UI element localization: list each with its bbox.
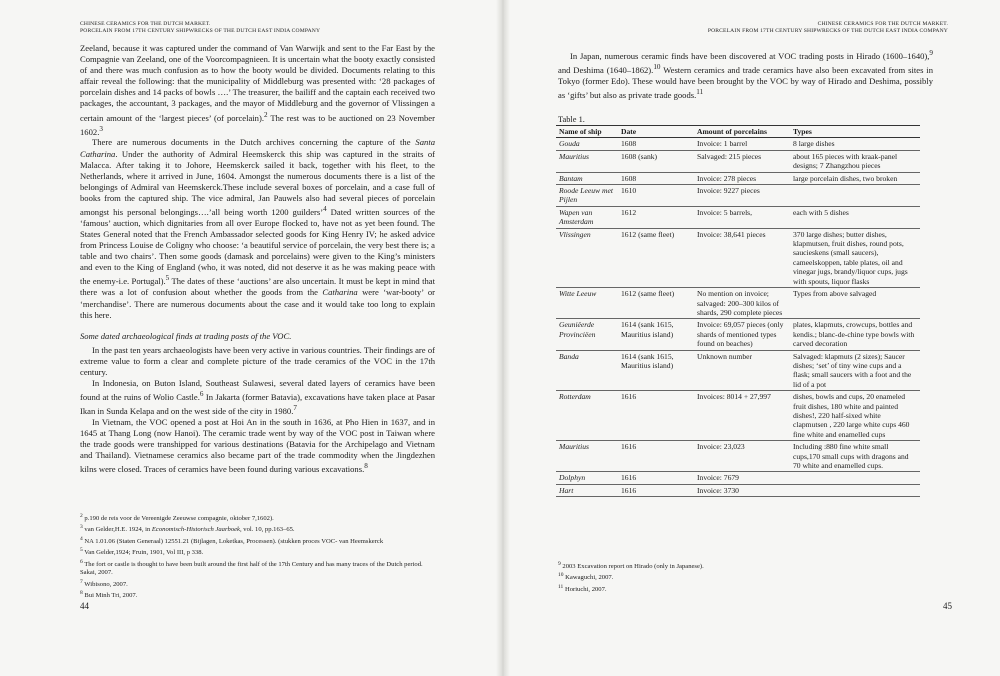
footnote-mark: 10 bbox=[558, 572, 564, 579]
types-cell: about 165 pieces with kraak-panel designs; 7 Zhangzhou pieces bbox=[790, 150, 920, 172]
footnote bbox=[80, 535, 430, 546]
footnote-text: Kawaguchi, 2007. bbox=[565, 574, 614, 582]
footnote-text: van Gelder,H.E. 1924, in bbox=[84, 526, 152, 534]
ship-name-cell: Bantam bbox=[556, 172, 618, 184]
footnote bbox=[80, 578, 430, 589]
footnote-text: p.190 de reis voor de Vereenigde Zeeuwse compagnie, oktober 7,1602). bbox=[84, 515, 274, 523]
types-cell: large porcelain dishes, two broken bbox=[790, 172, 920, 184]
footnote-ref: 4 bbox=[323, 205, 327, 214]
date-cell: 1612 bbox=[618, 206, 694, 228]
running-head-left bbox=[80, 21, 320, 35]
ship-name-cell: Hart bbox=[556, 484, 618, 496]
text-run: Zeeland, because it was captured under the command of Van Warwijk and sent to the Far East by the Compagnie van Zeeland, one of the Voorcompagnieen. It is uncertain what the booty exactly consisted of and there was much confusion as to how the booty would be divided. Documents relating to this affair reveal the following: that the municipality of Middleburg was presented with: ‘28 packages of porcelain dishes and 14 packs of bowls ….’ The treasurer, the bailiff and the captain each received two packages, the accountant, 3 packages, and the mayor of Middleburg and the governor of Vlissingen a certain amount of the ‘largest pieces’ (of porcelain). bbox=[80, 43, 435, 123]
date-cell: 1608 bbox=[618, 138, 694, 150]
column-header: Amount of porcelains bbox=[694, 126, 790, 138]
ship-name-cell: Gouda bbox=[556, 138, 618, 150]
types-cell bbox=[790, 185, 920, 207]
date-cell: 1616 bbox=[618, 391, 694, 441]
table-caption: Table 1. bbox=[558, 115, 585, 124]
amount-cell: Invoice: 23,023 bbox=[694, 441, 790, 472]
table-row bbox=[556, 172, 920, 184]
amount-cell: Invoice: 1 barrel bbox=[694, 138, 790, 150]
footnote bbox=[558, 560, 918, 571]
footnote-text: The fort or castle is thought to have been built around the first half of the 17th Century and has many traces of the Dutch period. Sakai, 2007. bbox=[80, 561, 423, 577]
page-number-left: 44 bbox=[80, 601, 89, 611]
table-header-row bbox=[556, 126, 920, 138]
footnotes-right bbox=[558, 560, 918, 594]
footnote bbox=[80, 546, 430, 557]
footnote-mark: 2 bbox=[80, 513, 83, 519]
table-row bbox=[556, 319, 920, 350]
paragraph: In the past ten years archaeologists have been very active in various countries. Their findings are of extreme value to form a clear and complete picture of the trade ceramics of the VOC in the 17th century. bbox=[80, 344, 435, 377]
body-text-right bbox=[558, 48, 933, 101]
amount-cell: Salvaged: 215 pieces bbox=[694, 150, 790, 172]
paragraph bbox=[80, 417, 435, 475]
text-run: In Vietnam, the VOC opened a post at Hoi An in the south in 1636, at Pho Hien in 1637, and in 1645 at Thang Long (now Hanoi). The ceramic trade went by way of the VOC post in Taiwan where the trade goods were transhipped for various destinations (Batavia for the Archipelago and Vietnam and Thailand). Vietnamese ceramics also became part of the trade commodity when the Jingdezhen kilns were closed. Traces of ceramics have been found during various excavations. bbox=[80, 417, 435, 475]
amount-cell: No mention on invoice; salvaged: 200–300 kilos of shards, 290 complete pieces bbox=[694, 288, 790, 319]
types-cell: each with 5 dishes bbox=[790, 206, 920, 228]
paragraph bbox=[80, 378, 435, 417]
footnote-text: , vol. 10, pp.163–65. bbox=[240, 526, 295, 534]
footnote-text: Wibisono, 2007. bbox=[84, 580, 128, 588]
ship-name-cell: Mauritius bbox=[556, 150, 618, 172]
date-cell: 1608 bbox=[618, 172, 694, 184]
right-page bbox=[510, 0, 1000, 676]
footnote bbox=[80, 512, 430, 523]
types-cell: dishes, bowls and cups, 20 enameled fruit dishes, 180 white and painted dishes!, 220 half-sixed white clapmutsen , 220 large white cups 460 fine white and enamelled cups bbox=[790, 391, 920, 441]
text-run: There are numerous documents in the Dutch archives concerning the capture of the bbox=[92, 137, 416, 148]
page-number-right: 45 bbox=[943, 601, 952, 611]
date-cell: 1616 bbox=[618, 484, 694, 496]
text-run: Dated written sources of the ‘famous’ auction, which dignitaries from all over Europe flocked to, have not as yet been found. The States General noted that the French Ambassador selected goods for King Henry IV; he asked advice from Princess Louise de Coligny who choose: ‘a beautiful service of porcelain, the very best there is; a table and two chairs’. Then some goods (damask and porcelains) were given to the King’s ministers and even to the King of England (who, it was noted, did not deserve it as he was making peace with the enemy-i.e. Portugal). bbox=[80, 206, 435, 287]
paragraph bbox=[80, 137, 435, 320]
footnote-title: Economisch-Historisch Jaarboek bbox=[151, 526, 240, 534]
text-run: were ‘war-booty’ or ‘merchandise’. There are numerous documents about the case and it would take too long to explain this here. bbox=[80, 287, 435, 320]
types-cell: Including :880 fine white small cups,170 small cups with dragons and 70 white and enamelled cups. bbox=[790, 441, 920, 472]
section-heading: Some dated archaeological finds at trading posts of the VOC. bbox=[80, 330, 292, 341]
column-header: Types bbox=[790, 126, 920, 138]
footnote-mark: 11 bbox=[558, 583, 564, 590]
footnote-ref: 10 bbox=[653, 62, 661, 71]
ship-name-cell: Rotterdam bbox=[556, 391, 618, 441]
table-row bbox=[556, 350, 920, 391]
date-cell: 1610 bbox=[618, 185, 694, 207]
footnote-ref: 9 bbox=[929, 49, 933, 57]
types-cell: 370 large dishes; butter dishes, klapmutsen, fruit dishes, round pots, saucieskens (small saucers), cameelskoppen, table plates, oil and vinegar jugs, brandy/liquor cups, jugs with spouts, liquor flasks bbox=[790, 228, 920, 287]
running-head-line-2: PORCELAIN FROM 17TH CENTURY SHIPWRECKS OF THE DUTCH EAST INDIA COMPANY bbox=[80, 28, 321, 34]
date-cell: 1614 (sank 1615, Mauritius island) bbox=[618, 319, 694, 350]
ship-name-cell: Dolphyn bbox=[556, 472, 618, 484]
table-row bbox=[556, 484, 920, 496]
column-header: Date bbox=[618, 126, 694, 138]
ship-name: Catharina bbox=[322, 287, 358, 298]
amount-cell: Invoice: 3730 bbox=[694, 484, 790, 496]
text-run: In Jakarta (former Batavia), excavations have taken place at Pasar Ikan in Sunda Kelapa and on the west side of the city in 1980. bbox=[80, 392, 435, 416]
book-gutter bbox=[496, 0, 510, 676]
paragraph bbox=[80, 43, 435, 137]
types-cell: Salvaged: klapmuts (2 sizes); Saucer dishes; ‘set’ of tiny wine cups and a flask; small saucers with a foot and the lid of a pot bbox=[790, 350, 920, 391]
footnote bbox=[80, 558, 430, 578]
table-row bbox=[556, 185, 920, 207]
ship-name-cell: Mauritius bbox=[556, 441, 618, 472]
ship-name-cell: Geuniëerde Provinciëen bbox=[556, 319, 618, 350]
ship-name: Santa Catharina bbox=[80, 137, 435, 159]
text-run: . Under the authority of Admiral Heemskerck this ship was captured in the straits of Malacca. After taking it to Johore, Heemskerck sailed it back, together with his fleet, to the Netherlands, where it arrived in June, 1604. Amongst the numerous documents there is a list of the belongings of Admiral van Heemskerck.These include several boxes of porcelain, and a case full of books from the captured ship. The vice admiral, Jan Pauwels also had several pieces of porcelain amongst his personal belongings….’all being worth 1200 guilders’ bbox=[80, 148, 435, 217]
date-cell: 1608 (sank) bbox=[618, 150, 694, 172]
footnote-mark: 5 bbox=[80, 547, 83, 554]
amount-cell: Invoice: 5 barrels, bbox=[694, 206, 790, 228]
table-row bbox=[556, 150, 920, 172]
footnote-mark: 7 bbox=[80, 578, 83, 585]
amount-cell: Invoice: 38,641 pieces bbox=[694, 228, 790, 287]
footnote bbox=[80, 523, 430, 534]
footnote-ref: 6 bbox=[199, 390, 204, 399]
footnote-text: 2003 Excavation report on Hirado (only in Japanese). bbox=[562, 563, 704, 571]
ship-name-cell: Witte Leeuw bbox=[556, 288, 618, 319]
table-body bbox=[556, 138, 920, 497]
amount-cell: Invoice: 69,057 pieces (only shards of mentioned types found on beaches) bbox=[694, 319, 790, 350]
amount-cell: Invoice: 7679 bbox=[694, 472, 790, 484]
footnotes-left bbox=[80, 512, 430, 601]
table-row bbox=[556, 288, 920, 319]
left-page bbox=[0, 0, 496, 676]
running-head-line-1: CHINESE CERAMICS FOR THE DUTCH MARKET. bbox=[817, 21, 948, 27]
footnote-ref: 11 bbox=[696, 88, 704, 96]
table-row bbox=[556, 138, 920, 150]
footnote-text: Horiuchi, 2007. bbox=[564, 586, 607, 594]
running-head-right bbox=[708, 21, 948, 35]
text-run: In Indonesia, on Buton Island, Southeast Sulawesi, several dated layers of ceramics have been found at the ruins of Wolio Castle. bbox=[80, 378, 435, 403]
running-head-line-2: PORCELAIN FROM 17TH CENTURY SHIPWRECKS OF THE DUTCH EAST INDIA COMPANY bbox=[707, 28, 948, 34]
ship-name-cell: Vlissingen bbox=[556, 228, 618, 287]
text-run: and Deshima (1640–1862). bbox=[558, 64, 654, 75]
ship-name-cell: Wapen van Amsterdam bbox=[556, 206, 618, 228]
footnote-text: Bui Minh Tri, 2007. bbox=[84, 592, 138, 600]
ships-table bbox=[556, 125, 920, 497]
footnote-text: NA 1.01.06 (Staten Generaal) 12551.21 (Bijlagen, Loketkas, Processen). (stukken proces VOC- van Heemskerck bbox=[84, 538, 384, 546]
footnote-mark: 4 bbox=[80, 535, 83, 542]
amount-cell: Invoice: 278 pieces bbox=[694, 172, 790, 184]
footnote-text: Van Gelder,1924; Fruin, 1901, Vol III, p 338. bbox=[84, 549, 204, 557]
amount-cell: Unknown number bbox=[694, 350, 790, 391]
date-cell: 1616 bbox=[618, 441, 694, 472]
text-run: The dates of these ‘auctions’ are also uncertain. It must be kept in mind that there was a lot of confusion about whether the goods from the bbox=[80, 276, 435, 298]
footnote-ref: 5 bbox=[165, 274, 170, 283]
amount-cell: Invoices: 8014 + 27,997 bbox=[694, 391, 790, 441]
running-head-line-1: CHINESE CERAMICS FOR THE DUTCH MARKET. bbox=[80, 21, 211, 27]
footnote-mark: 9 bbox=[558, 561, 561, 567]
table-row bbox=[556, 391, 920, 441]
footnote bbox=[558, 583, 918, 594]
table-row bbox=[556, 206, 920, 228]
ship-name-cell: Banda bbox=[556, 350, 618, 391]
date-cell: 1614 (sank 1615, Mauritius island) bbox=[618, 350, 694, 391]
body-text-left bbox=[80, 43, 435, 475]
footnote-ref: 8 bbox=[364, 462, 368, 471]
table-row bbox=[556, 472, 920, 484]
date-cell: 1612 (same fleet) bbox=[618, 288, 694, 319]
footnote-ref: 2 bbox=[263, 110, 268, 119]
footnote bbox=[80, 589, 430, 600]
footnote bbox=[558, 571, 918, 582]
types-cell: 8 large dishes bbox=[790, 138, 920, 150]
types-cell bbox=[790, 472, 920, 484]
ship-name-cell: Roode Leeuw met Pijlen bbox=[556, 185, 618, 207]
text-run: In Japan, numerous ceramic finds have been discovered at VOC trading posts in Hirado (1600–1640), bbox=[570, 50, 930, 61]
column-header: Name of ship bbox=[556, 126, 618, 138]
footnote-mark: 8 bbox=[80, 590, 83, 597]
table-row bbox=[556, 441, 920, 472]
amount-cell: Invoice: 9227 pieces bbox=[694, 185, 790, 207]
table-row bbox=[556, 228, 920, 287]
text-run: The rest was to be auctioned on 23 November 1602. bbox=[80, 112, 435, 137]
types-cell bbox=[790, 484, 920, 496]
footnote-ref: 3 bbox=[99, 124, 103, 133]
date-cell: 1616 bbox=[618, 472, 694, 484]
footnote-ref: 7 bbox=[293, 404, 297, 413]
types-cell: Types from above salvaged bbox=[790, 288, 920, 319]
text-run: Western ceramics and trade ceramics have also been excavated from sites in Tokyo (former Edo). These would have been brought by the VOC by way of Hirado and Deshima, possibly as ‘gifts’ but also as private trade goods. bbox=[558, 64, 933, 100]
date-cell: 1612 (same fleet) bbox=[618, 228, 694, 287]
footnote-mark: 6 bbox=[80, 558, 83, 565]
types-cell: plates, klapmuts, crowcups, bottles and kendis.; blanc-de-chine type bowls with carved decoration bbox=[790, 319, 920, 350]
footnote-mark: 3 bbox=[80, 524, 83, 531]
